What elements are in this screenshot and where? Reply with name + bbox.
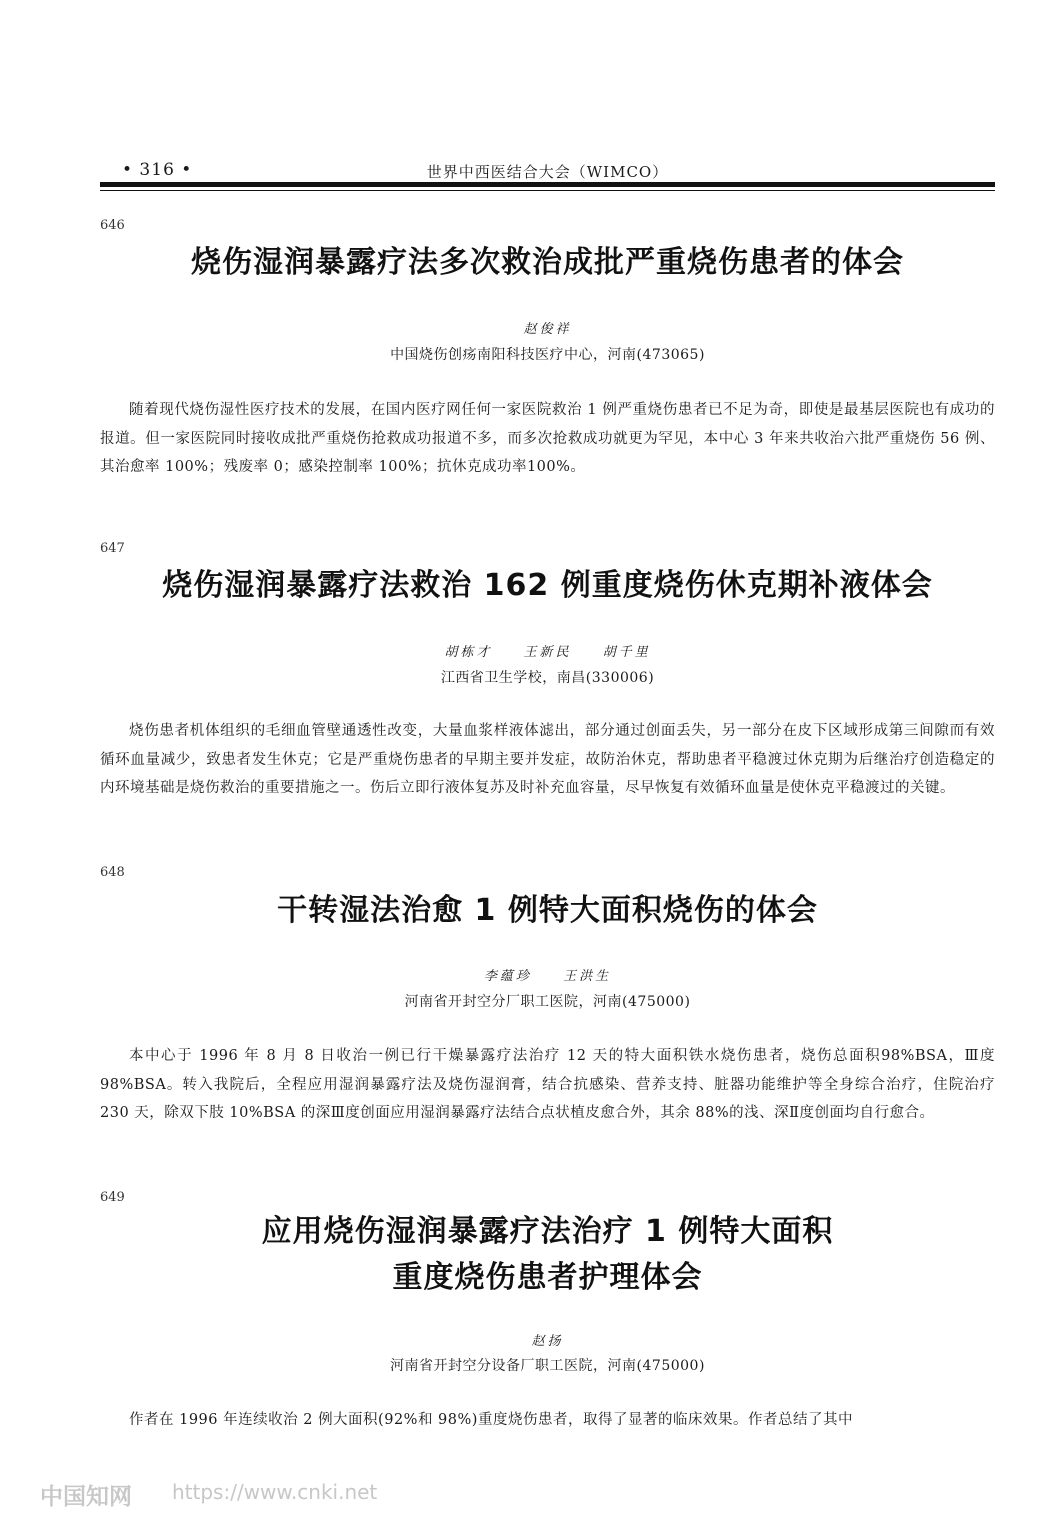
running-header bbox=[100, 160, 995, 182]
author-name: 王洪生 bbox=[563, 969, 612, 984]
article-title bbox=[100, 240, 995, 286]
author-name: 赵俊祥 bbox=[523, 322, 572, 337]
article-affiliation: 中国烧伤创疡南阳科技医疗中心，河南(473065) bbox=[390, 347, 705, 363]
article-title-line: 干转湿法治愈 1 例特大面积烧伤的体会 bbox=[277, 893, 818, 928]
article-authors bbox=[100, 1330, 995, 1349]
header-rule-thin bbox=[100, 190, 995, 191]
article-title-line: 烧伤湿润暴露疗法多次救治成批严重烧伤患者的体会 bbox=[191, 245, 904, 280]
cnki-logo: 中国知网 bbox=[40, 1484, 132, 1510]
author-name: 赵扬 bbox=[531, 1334, 564, 1349]
author-name: 李蕴珍 bbox=[483, 969, 532, 984]
article-authors bbox=[100, 318, 995, 337]
article-number: 648 bbox=[100, 865, 125, 880]
article-abstract: 作者在 1996 年连续收治 2 例大面积(92%和 98%)重度烧伤患者，取得了显著的临床效果。作者总结了其中 bbox=[129, 1412, 853, 1428]
page-number: • 316 • bbox=[122, 160, 193, 180]
article-title bbox=[100, 563, 995, 609]
article-title bbox=[100, 888, 995, 934]
author-name: 胡千里 bbox=[602, 645, 651, 660]
journal-title: 世界中西医结合大会（WIMCO） bbox=[426, 163, 669, 181]
article-number: 647 bbox=[100, 541, 125, 556]
article-abstract: 本中心于 1996 年 8 月 8 日收治一例已行干燥暴露疗法治疗 12 天的特大面积铁水烧伤患者，烧伤总面积98%BSA，Ⅲ度 98%BSA。转入我院后，全程应用湿润暴露疗法及烧伤湿润膏，结合抗感染、营养支持、脏器功能维护等全身综合治疗，住院治疗 230 天，除双下肢 10%BSA 的深Ⅲ度创面应用湿润暴露疗法结合点状植皮愈合外，其余 88%的浅、深Ⅱ度创面均自行愈合。 bbox=[100, 1048, 995, 1121]
cnki-url: https://www.cnki.net bbox=[172, 1480, 378, 1504]
article-authors bbox=[100, 965, 995, 984]
article-abstract: 随着现代烧伤湿性医疗技术的发展，在国内医疗网任何一家医院救治 1 例严重烧伤患者已不足为奇，即使是最基层医院也有成功的报道。但一家医院同时接收成批严重烧伤抢救成功报道不多，而多次抢救成功就更为罕见，本中心 3 年来共收治六批严重烧伤 56 例、其治愈率 100%；残废率 0；感染控制率 100%；抗休克成功率100%。 bbox=[100, 402, 995, 475]
article-title-line: 应用烧伤湿润暴露疗法治疗 1 例特大面积 bbox=[261, 1214, 834, 1249]
header-rule-thick bbox=[100, 182, 995, 187]
article-number: 646 bbox=[100, 218, 125, 233]
article-affiliation: 河南省开封空分厂职工医院，河南(475000) bbox=[404, 994, 691, 1010]
article-title-line: 烧伤湿润暴露疗法救治 162 例重度烧伤休克期补液体会 bbox=[162, 568, 933, 603]
article-abstract: 烧伤患者机体组织的毛细血管壁通透性改变，大量血浆样液体滤出，部分通过创面丢失，另一部分在皮下区域形成第三间隙而有效循环血量减少，致患者发生休克；它是严重烧伤患者的早期主要并发症，故防治休克，帮助患者平稳渡过休克期为后继治疗创造稳定的内环境基础是烧伤救治的重要措施之一。伤后立即行液体复苏及时补充血容量，尽早恢复有效循环血量是使休克平稳渡过的关键。 bbox=[100, 723, 995, 796]
article-title bbox=[100, 1209, 995, 1301]
article-affiliation: 江西省卫生学校，南昌(330006) bbox=[440, 670, 655, 686]
author-name: 胡栋才 bbox=[444, 645, 493, 660]
article-authors bbox=[100, 641, 995, 660]
author-name: 王新民 bbox=[523, 645, 572, 660]
article-affiliation: 河南省开封空分设备厂职工医院，河南(475000) bbox=[390, 1358, 705, 1374]
article-number: 649 bbox=[100, 1190, 125, 1205]
article-title-line: 重度烧伤患者护理体会 bbox=[392, 1260, 703, 1295]
